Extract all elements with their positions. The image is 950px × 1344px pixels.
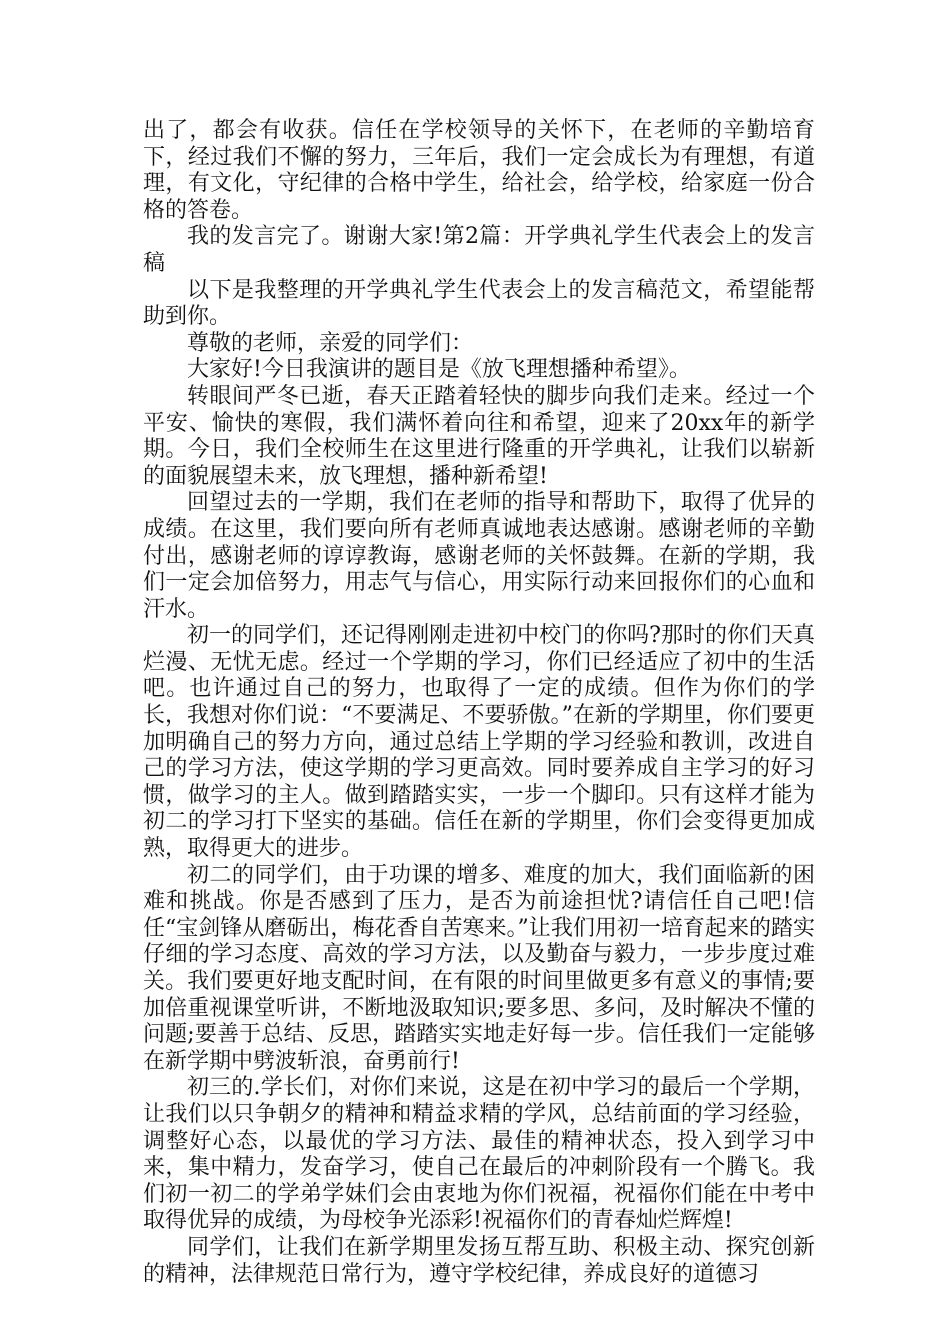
- paragraph-grade-two: 初二的同学们，由于功课的增多、难度的加大，我们面临新的困难和挑战。你是否感到了压力，是否为前途担忧?请信任自己吧!信任“宝剑锋从磨砺出，梅花香自苦寒来。”让我们用初一培育起来的踏实仔细的学习态度、高效的学习方法，以及勤奋与毅力，一步步度过难关。我们要更好地支配时间，在有限的时间里做更多有意义的事情;要加倍重视课堂听讲，不断地汲取知识;要多思、多问，及时解决不懂的问题;要善于总结、反思，踏踏实实地走好每一步。信任我们一定能够在新学期中劈波斩浪，奋勇前行!: [143, 862, 815, 1074]
- paragraph-grade-one: 初一的同学们，还记得刚刚走进初中校门的你吗?那时的你们天真烂漫、无忧无虑。经过一个学期的学习，你们已经适应了初中的生活吧。也许通过自己的努力，也取得了一定的成绩。但作为你们的学长，我想对你们说：“不要满足、不要骄傲。”在新的学期里，你们要更加明确自己的努力方向，通过总结上学期的学习经验和教训，改进自己的学习方法，使这学期的学习更高效。同时要养成自主学习的好习惯，做学习的主人。做到踏踏实实，一步一个脚印。只有这样才能为初二的学习打下坚实的基础。信任在新的学期里，你们会变得更加成熟，取得更大的进步。: [143, 623, 815, 862]
- document-body: [143, 118, 815, 1288]
- paragraph-grade-three: 初三的.学长们，对你们来说，这是在初中学习的最后一个学期，让我们以只争朝夕的精神和精益求精的学风，总结前面的学习经验，调整好心态，以最优的学习方法、最佳的精神状态，投入到学习中来，集中精力，发奋学习，使自己在最后的冲刺阶段有一个腾飞。我们初一初二的学弟学妹们会由衷地为你们祝福，祝福你们能在中考中取得优异的成绩，为母校争光添彩!祝福你们的青春灿烂辉煌!: [143, 1075, 815, 1234]
- paragraph-closing-remark: 我的发言完了。谢谢大家!第2篇：开学典礼学生代表会上的发言稿: [143, 224, 815, 276]
- paragraph-spring: 转眼间严冬已逝，春天正踏着轻快的脚步向我们走来。经过一个平安、愉快的寒假，我们满怀着向往和希望，迎来了20xx年的新学期。今日，我们全校师生在这里进行隆重的开学典礼，让我们以崭新的面貌展望未来，放飞理想，播种新希望!: [143, 383, 815, 489]
- paragraph-continuation: 出了，都会有收获。信任在学校领导的关怀下，在老师的辛勤培育下，经过我们不懈的努力，三年后，我们一定会成长为有理想，有道理，有文化，守纪律的合格中学生，给社会，给学校，给家庭一份合格的答卷。: [143, 118, 815, 223]
- paragraph-review: 回望过去的一学期，我们在老师的指导和帮助下，取得了优异的成绩。在这里，我们要向所有老师真诚地表达感谢。感谢老师的辛勤付出，感谢老师的谆谆教诲，感谢老师的关怀鼓舞。在新的学期，我们一定会加倍努力，用志气与信心，用实际行动来回报你们的心血和汗水。: [143, 490, 815, 622]
- paragraph-intro: 以下是我整理的开学典礼学生代表会上的发言稿范文，希望能帮助到你。: [143, 277, 815, 330]
- paragraph-greeting: 大家好!今日我演讲的题目是《放飞理想播种希望》。: [187, 357, 691, 383]
- paragraph-salutation: 尊敬的老师，亲爱的同学们：: [187, 330, 474, 356]
- paragraph-final: 同学们，让我们在新学期里发扬互帮互助、积极主动、探究创新的精神，法律规范日常行为，遵守学校纪律，养成良好的道德习: [143, 1234, 815, 1287]
